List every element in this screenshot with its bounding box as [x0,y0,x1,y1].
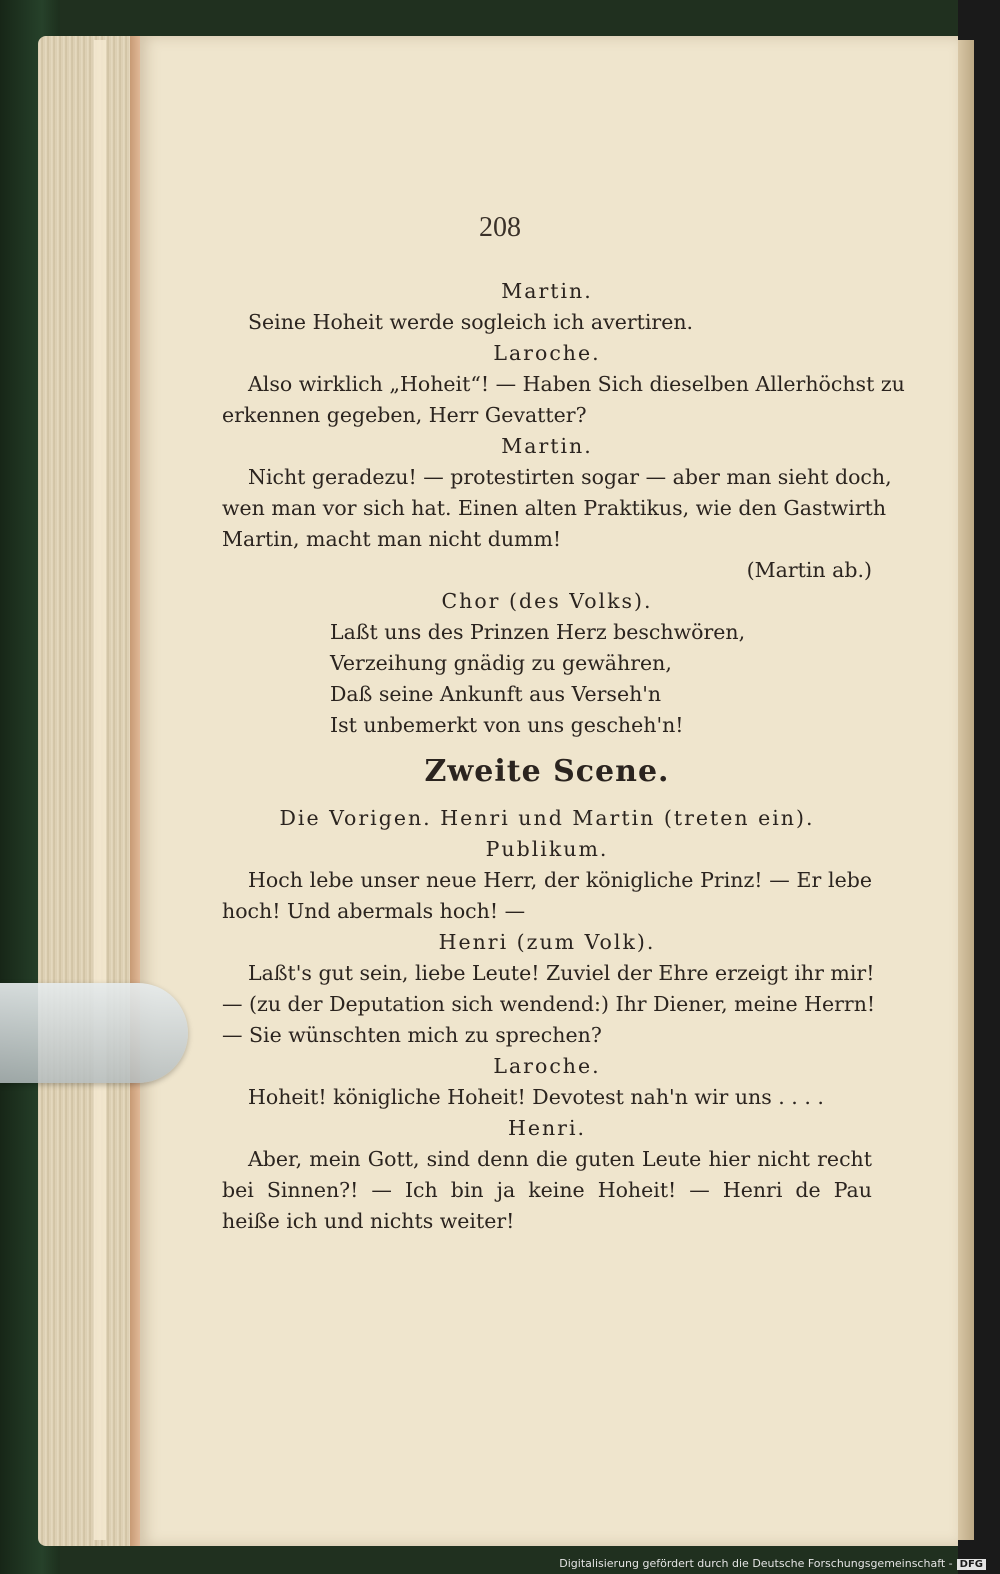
text-line: Laßt's gut sein, liebe Leute! Zuviel der Ehre erzeigt ihr mir! [248,961,875,985]
footer-text: Digitalisierung gefördert durch die Deutsche Forschungsgemeinschaft - [559,1557,953,1570]
page-text [222,276,905,1237]
text-line: Henri (zum Volk). [438,930,656,954]
text-line: Laroche. [493,1054,601,1078]
text-line: wen man vor sich hat. Einen alten Praktikus, wie den Gastwirth [222,496,887,520]
page-number: 208 [479,212,521,243]
text-line: bei Sinnen?! — Ich bin ja keine Hoheit! — Henri de Pau [222,1178,872,1202]
plastic-bookmark-clip [0,983,188,1083]
text-line: — Sie wünschten mich zu sprechen? [222,1023,602,1047]
text-line: Ist unbemerkt von uns gescheh'n! [330,713,684,737]
text-line: Laroche. [493,341,601,365]
text-line: Verzeihung gnädig zu gewähren, [330,651,672,675]
text-line: Publikum. [485,837,609,861]
text-line: Hoheit! königliche Hoheit! Devotest nah'n wir uns . . . . [248,1085,824,1109]
text-line: Seine Hoheit werde sogleich ich avertiren. [248,310,694,334]
text-line: Martin, macht man nicht dumm! [222,527,562,551]
text-line: Hoch lebe unser neue Herr, der königliche Prinz! — Er lebe [248,868,872,892]
text-line: Chor (des Volks). [441,589,653,613]
footer-credit [559,1557,986,1570]
page-right-edge [958,40,974,1540]
page-spine [94,40,106,1540]
text-line: Martin. [501,279,593,303]
dfg-logo: DFG [957,1559,986,1570]
text-line: Die Vorigen. Henri und Martin (treten ein). [279,806,815,830]
text-line: heiße ich und nichts weiter! [222,1209,515,1233]
text-line: Daß seine Ankunft aus Verseh'n [330,682,662,706]
text-line: erkennen gegeben, Herr Gevatter? [222,403,587,427]
text-line: — (zu der Deputation sich wendend:) Ihr Diener, meine Herrn! [222,992,876,1016]
text-line: Also wirklich „Hoheit“! — Haben Sich dieselben Allerhöchst zu [248,372,905,396]
page-edge [130,36,140,1546]
text-line: Henri. [507,1116,587,1140]
scene-heading: Zweite Scene. [424,754,670,789]
text-line: Laßt uns des Prinzen Herz beschwören, [330,620,746,644]
text-line: hoch! Und abermals hoch! — [222,899,526,923]
text-line: Martin. [501,434,593,458]
text-line: Aber, mein Gott, sind denn die guten Leute hier nicht recht [248,1147,872,1171]
text-line: Nicht geradezu! — protestirten sogar — aber man sieht doch, [248,465,892,489]
text-line: (Martin ab.) [746,558,872,582]
